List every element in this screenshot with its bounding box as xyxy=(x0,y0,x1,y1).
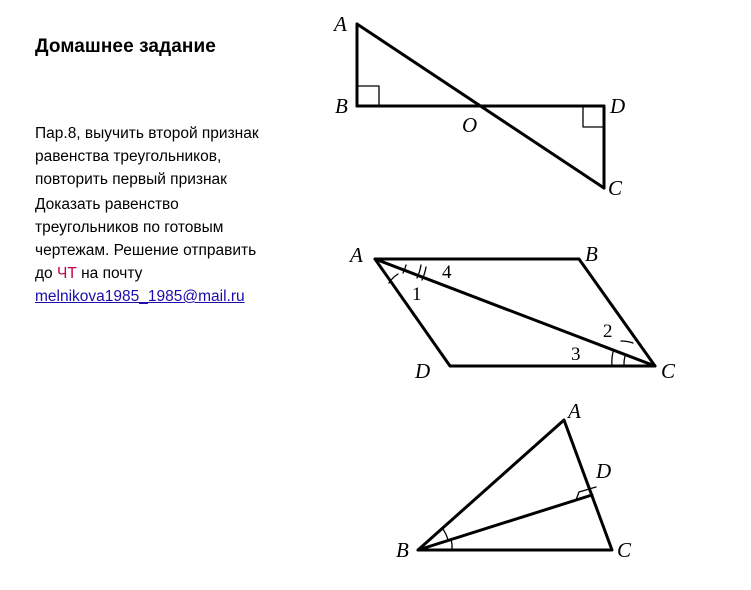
triangle-abc xyxy=(418,420,612,550)
label-b: B xyxy=(396,538,409,562)
angle-label-3: 3 xyxy=(571,344,581,365)
page-title: Домашнее задание xyxy=(35,36,216,57)
angle-arc xyxy=(451,539,452,550)
text-line: чертежам. Решение отправить xyxy=(35,242,257,259)
text-line: Пар.8, выучить второй признак xyxy=(35,125,259,142)
right-angle-mark xyxy=(358,86,379,105)
text-line: равенства треугольников, xyxy=(35,148,222,165)
label-a: A xyxy=(334,12,347,36)
text-fragment: на почту xyxy=(76,265,143,282)
angle-label-1: 1 xyxy=(412,284,422,305)
figure-1 xyxy=(357,24,604,188)
label-a: A xyxy=(350,243,363,267)
label-c: C xyxy=(608,176,623,200)
text-fragment: до xyxy=(35,265,57,282)
figure-3 xyxy=(418,420,612,550)
text-line: треугольников по готовым xyxy=(35,219,224,236)
angle-arc xyxy=(621,341,633,343)
angle-arc xyxy=(442,528,448,540)
angle-arc xyxy=(612,352,613,366)
label-d: D xyxy=(610,94,626,118)
label-c: C xyxy=(617,538,632,562)
deadline-day: ЧТ xyxy=(56,265,77,282)
label-d: D xyxy=(596,459,612,483)
label-b: B xyxy=(335,94,348,118)
text-line: Доказать равенство xyxy=(35,196,179,213)
angle-label-4: 4 xyxy=(442,262,452,283)
label-b: B xyxy=(585,242,598,266)
diagonal-ac xyxy=(375,259,655,366)
label-c: C xyxy=(661,359,676,383)
label-a: A xyxy=(568,399,581,423)
label-d: D xyxy=(415,359,431,383)
angle-label-2: 2 xyxy=(603,321,613,342)
email-link[interactable]: melnikova1985_1985@mail.ru xyxy=(35,288,245,305)
segment-bd xyxy=(418,495,592,550)
right-angle-mark xyxy=(583,107,603,127)
label-o: O xyxy=(462,113,478,137)
figure-2 xyxy=(375,259,655,366)
text-line: повторить первый признак xyxy=(35,171,227,188)
